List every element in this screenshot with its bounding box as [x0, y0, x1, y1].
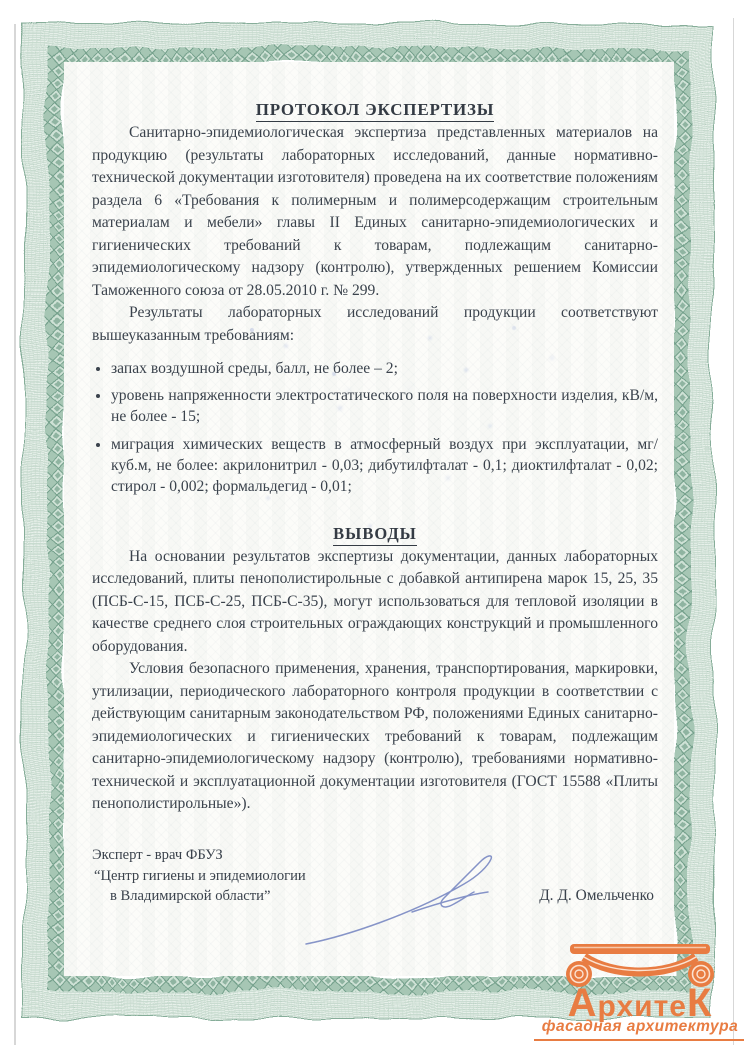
signature-block — [92, 845, 658, 923]
results-paragraph: Результаты лабораторных исследований продукции соответствуют вышеуказанным требованиям: — [92, 304, 658, 344]
signer-title-line: “Центр гигиены и эпидемиологии — [94, 867, 306, 884]
signer-title-line: в Владимирской области” — [110, 887, 271, 904]
requirements-list — [92, 358, 658, 497]
brand-letter-last: К — [686, 981, 713, 1025]
requirement-item: • запах воздушной среды, балл, не более – 2; — [111, 358, 658, 379]
requirement-item: • миграция химических веществ в атмосферный воздух при эксплуатации, мг/куб.м, не более: акрилонитрил - 0,03; дибутилфталат - 0,1; диоктилфталат - 0,02; стирол - 0,002; формальдегид - 0,01; — [111, 434, 658, 498]
architek-watermark — [532, 945, 744, 1045]
brand-wordmark — [532, 983, 744, 1023]
intro-paragraph: Санитарно-эпидемиологическая экспертиза представленных материалов на продукцию (результаты лабораторных исследований, данные нормативно-технической документации изготовителя) проведена на их соответствие положениям раздела 6 «Требования к полимерным и полимерсодержащим строительным материалам и мебели» главы II Единых санитарно-эпидемиологических и гигиенических требований к товарам, подлежащим санитарно-эпидемиологическому надзору (контролю), утвержденных решением Комиссии Таможенного союза от 28.05.2010 г. № 299. — [92, 124, 658, 299]
brand-letter-first: А — [567, 981, 598, 1025]
requirement-item: • уровень напряженности электростатического поля на поверхности изделия, кВ/м, не более - 15; — [111, 385, 658, 427]
document-title: ПРОТОКОЛ ЭКСПЕРТИЗЫ — [92, 98, 658, 122]
brand-tagline: фасадная архитектура — [534, 1018, 744, 1041]
conclusion-paragraph-1: На основании результатов экспертизы документации, данных лабораторных исследований, плиты пенополистирольные с добавкой антипирена марок 15, 25, 35 (ПСБ-С-15, ПСБ-С-25, ПСБ-С-35), могут использоваться для тепловой изоляции в качестве среднего слоя строительных ограждающих конструкций и промышленного оборудования. — [92, 547, 658, 655]
document-body — [92, 64, 658, 923]
conclusion-paragraph-2: Условия безопасного применения, хранения, транспортирования, маркировки, утилизации, периодического лабораторного контроля продукции в соответствии с действующим санитарным законодательством РФ, положениями Единых санитарно-эпидемиологических и гигиенических требований к товарам, подлежащим санитарно-эпидемиологическому надзору (контролю), требованиями нормативно-технической и эксплуатационной документации изготовителя (ГОСТ 15588 «Плиты пенополистирольные»). — [92, 660, 658, 812]
signer-name: Д. Д. Омельченко — [539, 887, 654, 905]
conclusions-heading: ВЫВОДЫ — [92, 522, 658, 546]
brand-letters-middle: рхите — [597, 990, 687, 1023]
signer-title-line: Эксперт - врач ФБУЗ — [92, 847, 223, 864]
